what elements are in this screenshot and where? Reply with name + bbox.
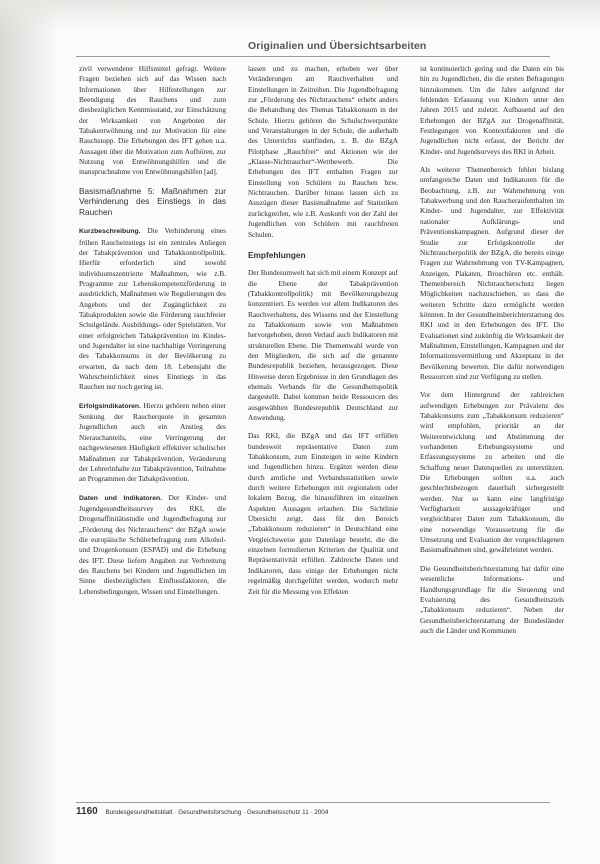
page-number: 1160 (76, 806, 98, 817)
short-description-label: Kurzbeschreibung. (79, 228, 141, 236)
data-indicators-text: Der Kinder- und Jugendgesundheitssurvey des RKI, die Drogenaffinitätsstudie und Jugendbefragung zur „Förderung des Nichtrauchens“ der BZgA sowie die europäische Schülerbefragung zum Alkohol- und Drogenkonsum (ESPAD) und die Erhebung des IFT. Diese liefern Angaben zur Verbreitung des Rauchens bei Kindern und Jugendlichen im Sinne diesbezüglichen Einflussfaktoren, die Lebensbedingungen, Wissen und Einstellungen. (79, 492, 227, 596)
short-description (79, 226, 226, 393)
right-paragraph-2: Als weiterer Themenbereich fehlen bislang umfangreiche Daten und Indikatoren für die Beobachtung, z.B. zur Wahrnehmung von Tabakwerbung und den Raucheraufenthalten im Kinder- und Jugendalter, zur Effektivität nationaler Aufklärungs- und Präventionskampagnen. Aufgrund dieser der Studie zur Erfolgskontrolle der Nichtraucherpolitik der BZgA, die bereits einige Fragen zur Wahrnehmung von TV-Kampagnen, Anzeigen, Plakaten, Broschüren etc. enthält. Themenbereich Nichtraucherschutz liegen Möglichkeiten nachzuschieben, so dass die weiteren Schritte dazu ermöglicht werden könnten. In der Gesundheitsberichterstattung des RKI und in den Erhebungen des IFT. Die Evaluationen sind zukünftig die Wirksamkeit der Maßnahmen, Einstellungen, Kampagnen und der Informationsvermittlung und Akzeptanz in der Bevölkerung bewerten. Die dafür notwendigen Ressourcen sind zur Verfügung zu stellen. (420, 165, 564, 381)
right-paragraph-3: Vor dem Hintergrund der zahlreichen aufwendigen Erhebungen zur Prävalenz des Tabakkonsums zum „Tabakkonsum reduzieren“ wird empfohlen, prioritär an der Weiterentwicklung und Abstimmung der vorhandenen Erhebungssysteme und Erfassungssysteme zu arbeiten und die Schaffung neuer Datenquellen zu unterstützen. Die Erhebungen sollten u.a. auch geschlechtsbezogen dauerhaft sichergestellt werden. Nur so kann eine langfristige Verfügbarkeit aussagekräftiger und vergleichbarer Daten zum Tabakkonsum, die eine notwendige Voraussetzung für die Umsetzung und Evaluation der vorgeschlagenen Basismaßnahmen sind, gewährleistet werden. (420, 390, 564, 555)
journal-citation: Bundesgesundheitsblatt · Gesundheitsforschung · Gesundheitsschutz 11 · 2004 (105, 809, 329, 816)
short-description-text: Die Verhinderung eines frühen Raucheinstiegs ist ein zentrales Anliegen der Tabakprävention und Tabakkontrollpolitik. Hierfür erforderlich sind sowohl individuumszentrierte Maßnahmen, wie z.B. Programme zur Lebenskompetenzförderung in ausdrücklich, Maßnahmen wie Regulierungen des Angebots und der Zugänglichkeit zu Tabakprodukten sowie die Förderung rauchfreier Schulgelände. Ausbildungs- oder Spielstätten. Vor einer erfolgreichen Tabakprävention im Kindes- und Jugendalter ist eine nachhaltige Verringerung des Tabakkonsums in der Bevölkerung zu erwarten, da nach dem 18. Lebensjahr die Wahrscheinlichkeit eines Einstiegs in das Rauchen nur noch gering ist. (79, 226, 227, 392)
right-paragraph-1: ist kontinuierlich gering und die Daten ein bis hin zu Jugendlichen, die die ersten Befragungen hinzukommen. Um die Jahre aufgrund der fehlenden Erfassung von Kindern unter den Jahren 2015 und zuletzt. Aufbauend auf den Erhebungen der BZgA zur Drogenaffinität, Festlegungen von Kontextfaktoren und die Jugendlichen nicht erfasst, der Bericht der Kinder- und Jugendsurveys des RKI in Arbeit. (420, 64, 564, 156)
footer-rule (76, 802, 550, 803)
column-middle (248, 64, 398, 605)
measure-heading: Basismaßnahme 5: Maßnahmen zur Verhinderung des Einstiegs in das Rauchen (79, 185, 226, 217)
recommendations-heading: Empfehlungen (248, 249, 306, 260)
intro-paragraph: zivil verwendeter Hilfsmittel gefragt. Weitere Fragen beziehen sich auf das Wissen nach Informationen über Hilfestellungen zur Beendigung des Rauchens und zum diesbezüglichen Kenntnisstand, zur Einschätzung der Wirksamkeit von Angeboten der Tabakentwöhnung und zur Motivation für eine Rauchstopp. Die Erhebungen des IFT gehen u.a. Aussagen über die Motivation zum Aufhören, zur Nutzung von Entwöhnungshilfen und die inanspruchnahme von Entwöhnungshilfen [ad]. (79, 64, 226, 177)
success-indicators-text: Hierzu gehören neben einer Senkung der Raucherquote in gesamten Jugendlichen auch ein Anstieg des Nierauchanteils, eine Verringerung der nachgewiesenen Häufigkeit effektiver schulischer Maßnahmen zur Tabakprävention, Veränderung der Lehrerinhalte zur Tabakprävention, Teilnahme an Programmen der Tabakprävention. (79, 400, 226, 484)
data-indicators (79, 493, 226, 597)
middle-paragraph-1: lassen und zu machen, erhoben wer über Veränderungen am Rauchverhalten und Einstellungen in Zeitreihen. Die Jugendbefragung zur „Förderung des Nichtrauchens“ erhebt anders die Behandlung des Themas Tabakkonsum in der Schule. Hierzu gehören die Schulschwerpunkte und Veranstaltungen in der Schule, die außerhalb des Unterrichts stattfinden, z. B. die BZgA Pilotphase „Rauchfrei“ und Aktionen wie der „Klasse-Nichtraucher“-Wettbewerb. Die Erhebungen des IFT enthalten Fragen zur Einstellung von Schülern zu Rauchen bzw. Nichtrauchen. Darüber hinaus lassen sich zu Auszügen dieser Basismaßnahme auf Statistiken zurückgreifen, wie z.B. Auskunft von der Zahl der Jugendlichen von Schülern mit rauchfreien Schulen. (248, 64, 398, 239)
scan-shadow-left (0, 0, 60, 864)
scan-shadow-top (0, 0, 600, 30)
data-indicators-label: Daten und Indikatoren. (79, 494, 163, 502)
middle-paragraph-2: Der Bundesumwelt hat sich mit einem Konzept auf die Ebene der Tabakprävention (Tabakkontrollpolitik) mit Bevölkerungsbezug konzentriert. Es werden vor allem Indikatoren des Rauchverhaltens, des Wissens und der Einstellung zu Tabakkonsum sowie von Maßnahmen hervorgehoben, deren Verlauf auch Indikatoren mit strukturellen Ebene. Die Themenwahl wurde von den Mitgliedern, die sich auf die genannte Bundesrepublik beziehen, herausgezogen. Diese Hinweise deren Ergebnisse in den Grundlagen des ehemals Verbands für die Gesundheitspolitik dargestellt. Dabei kommen beide Ressourcen des ausgewählten Bundesrepublik Deutschland zur Anwendung. (248, 268, 398, 422)
column-right (420, 64, 564, 644)
page-footer (76, 806, 328, 817)
success-indicators (79, 401, 226, 485)
success-indicators-label: Erfolgsindikatoren. (79, 402, 141, 410)
column-left (79, 64, 226, 605)
header-rule (76, 56, 550, 57)
middle-paragraph-3: Das RKI, die BZgA und das IFT erfüllen bundesweit repräsentative Daten zum Tabakkonsum, zum Einsteigen in seine Kindern und Jugendlichen hinzu. Ergänzt werden diese durch amtliche und Verbandsstatistiken sowie durch weitere Erhebungen mit regionalem oder lokalem Bezug, die hinausführen im einzelnen Aspekten Aussagen erlauben. Die Sichtlinie Übersicht zeigt, dass für den Bereich „Tabakkonsum reduzieren“ in Deutschland eine Vergleichsweise gute Datenlage besteht, die die einzelnen formulierten Kriterien der Qualität und Repräsentativität erfüllen. Zahlreiche Daten und Indikatoren, dass einige der Erhebungen nicht regelmäßig durchgeführt werden, wodurch mehr Zeit für die Messung von Effekten (248, 431, 398, 596)
right-paragraph-4: Die Gesundheitsberichterstattung hat dafür eine wesentliche Informations- und Handlungsgrundlage für die Steuerung und Evaluierung des Gesundheitsziels „Tabakkonsum reduzieren“. Neben der Gesundheitsberichterstattung der Bundesländer auch die Länder und Kommunen (420, 563, 564, 635)
section-header: Originalien und Übersichtsarbeiten (248, 40, 427, 52)
